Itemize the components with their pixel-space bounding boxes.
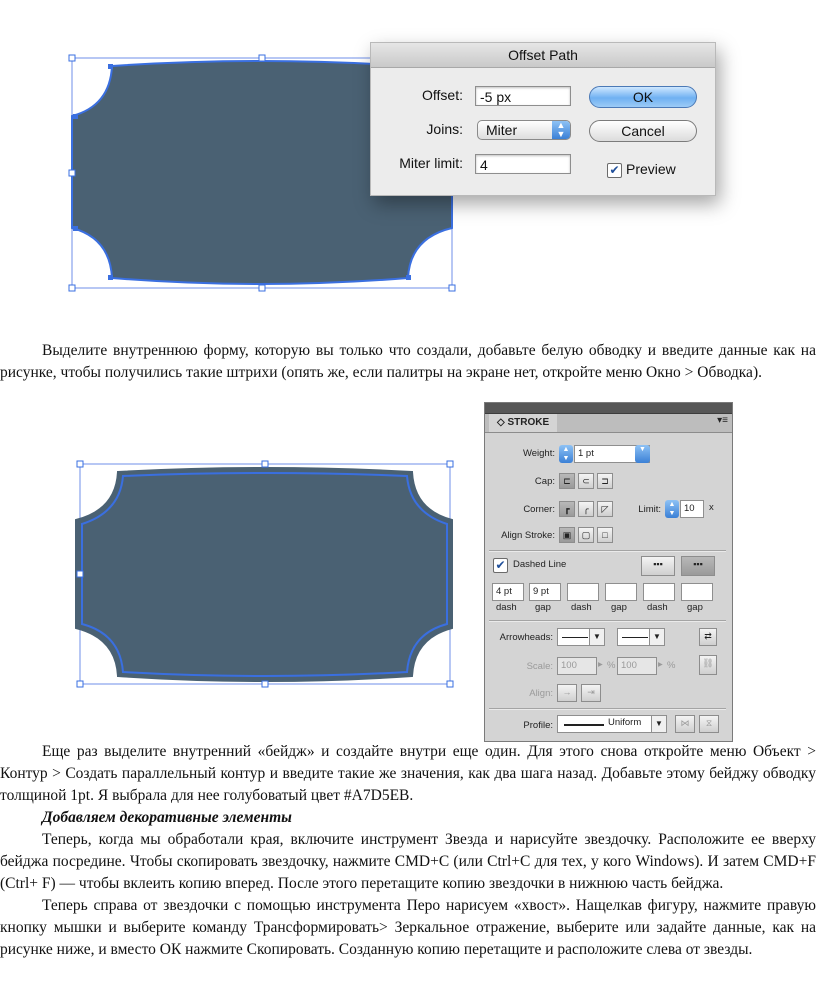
weight-value: 1 pt bbox=[578, 448, 594, 459]
paragraph-4: Теперь справа от звездочки с помощью инструмента Перо нарисуем «хвост». Нащелкав фигуру, нажмите правую кнопку мышки и выберите команду Трансформировать> Зеркальное отражение, выберите или задайте данные, как на рисунке ниже, и вместо ОК нажмите Скопировать. Созданную копию перетащите и расположите слева от звезды. bbox=[0, 897, 816, 958]
scale-start-value: 100 bbox=[561, 660, 577, 671]
badge-figure-2 bbox=[66, 452, 466, 696]
weight-label: Weight: bbox=[522, 448, 555, 459]
line-preview bbox=[622, 637, 648, 638]
updown-arrow-icon: ▲ ▼ bbox=[552, 121, 570, 139]
scale-start-arrow-icon: ▸ bbox=[598, 659, 603, 670]
offset-path-dialog bbox=[370, 42, 716, 196]
gap-2-input[interactable] bbox=[605, 583, 637, 601]
dropdown-arrow-icon: ▼ bbox=[651, 716, 666, 732]
stroke-panel bbox=[484, 402, 733, 742]
dash-2-label: dash bbox=[571, 602, 592, 613]
ok-button[interactable]: OK bbox=[589, 86, 697, 108]
gap-3-input[interactable] bbox=[681, 583, 713, 601]
badge-shape-2 bbox=[76, 468, 452, 681]
limit-unit: x bbox=[709, 502, 714, 513]
align-dash-button[interactable]: ▪▪▪ bbox=[681, 556, 715, 576]
arrow-tip-beyond-icon[interactable]: → bbox=[557, 684, 577, 702]
limit-label: Limit: bbox=[638, 504, 661, 515]
joins-select[interactable] bbox=[477, 120, 571, 140]
end-arrowhead-select[interactable] bbox=[617, 628, 665, 646]
miter-join-button[interactable]: ┏ bbox=[559, 501, 575, 517]
flip-horizontal-icon[interactable]: ⋈ bbox=[675, 715, 695, 733]
limit-value: 10 bbox=[684, 503, 695, 514]
divider bbox=[489, 550, 726, 552]
profile-select[interactable] bbox=[557, 715, 667, 733]
gap-1-input[interactable] bbox=[529, 583, 561, 601]
joins-label: Joins: bbox=[426, 121, 463, 137]
divider bbox=[489, 620, 726, 622]
gap-3-label: gap bbox=[687, 602, 703, 613]
dialog-title: Offset Path bbox=[371, 43, 715, 68]
swap-arrowheads-icon[interactable]: ⇄ bbox=[699, 628, 717, 646]
align-arrow-label: Align: bbox=[529, 688, 553, 699]
dropdown-arrow-icon: ▼ bbox=[649, 629, 664, 645]
dash-3-input[interactable] bbox=[643, 583, 675, 601]
butt-cap-button[interactable]: ⊏ bbox=[559, 473, 575, 489]
profile-label: Profile: bbox=[523, 720, 553, 731]
line-preview bbox=[562, 637, 588, 638]
weight-dropdown[interactable]: ▼ bbox=[635, 445, 650, 463]
percent-1: % bbox=[607, 660, 616, 671]
tab-stroke-label: STROKE bbox=[507, 417, 550, 428]
dash-1-input[interactable] bbox=[492, 583, 524, 601]
dashed-line-label: Dashed Line bbox=[513, 559, 567, 570]
paragraph-3: Теперь, когда мы обработали края, включите инструмент Звезда и нарисуйте звездочку. Расположите ее вверху бейджа посредине. Чтобы скопировать звездочку, нажмите CMD+C (или Ctrl+C для тех, у кого Windows). И затем CMD+F (Ctrl+ F) — чтобы вклеить копию вперед. После этого перетащите копию звездочки в нижнюю часть бейджа. bbox=[0, 831, 816, 892]
paragraph-1-block bbox=[0, 340, 816, 384]
scale-end-value: 100 bbox=[621, 660, 637, 671]
paragraph-2-block bbox=[0, 741, 816, 961]
offset-input[interactable]: -5 px bbox=[475, 86, 571, 106]
dropdown-arrow-icon: ▼ bbox=[589, 629, 604, 645]
cap-label: Cap: bbox=[534, 476, 555, 487]
round-join-button[interactable]: ╭ bbox=[578, 501, 594, 517]
checkmark-icon: ✔ bbox=[495, 558, 506, 572]
dash-3-label: dash bbox=[647, 602, 668, 613]
checkmark-icon: ✔ bbox=[609, 163, 620, 177]
cancel-button[interactable]: Cancel bbox=[589, 120, 697, 142]
scale-label: Scale: bbox=[526, 661, 553, 672]
preview-checkbox[interactable] bbox=[607, 163, 622, 178]
tab-stroke[interactable]: ◇ STROKE bbox=[489, 414, 557, 432]
dash-1-label: dash bbox=[496, 602, 517, 613]
corner-label: Corner: bbox=[523, 504, 555, 515]
scale-end-arrow-icon: ▸ bbox=[658, 659, 663, 670]
offset-label: Offset: bbox=[422, 87, 463, 103]
flip-vertical-icon[interactable]: ⧖ bbox=[699, 715, 719, 733]
percent-2: % bbox=[667, 660, 676, 671]
weight-spinner[interactable]: ▲ ▼ bbox=[559, 445, 573, 463]
arrow-tip-at-end-icon[interactable]: ⇥ bbox=[581, 684, 601, 702]
profile-value: Uniform bbox=[608, 717, 642, 728]
panel-topbar[interactable] bbox=[485, 403, 732, 414]
gap-1-label: gap bbox=[535, 602, 551, 613]
dashed-line-checkbox[interactable] bbox=[493, 558, 508, 573]
gap-1-value: 9 pt bbox=[533, 586, 549, 597]
limit-spinner[interactable]: ▲ ▼ bbox=[665, 500, 679, 518]
preview-label: Preview bbox=[626, 161, 676, 177]
miter-limit-input[interactable]: 4 bbox=[475, 154, 571, 174]
preserve-dash-button[interactable]: ▪▪▪ bbox=[641, 556, 675, 576]
arrowheads-label: Arrowheads: bbox=[499, 632, 553, 643]
dash-2-input[interactable] bbox=[567, 583, 599, 601]
panel-menu-icon[interactable]: ▾≡ bbox=[717, 415, 728, 426]
link-scale-icon[interactable]: ⛓ bbox=[699, 655, 717, 675]
scale-start-input[interactable] bbox=[557, 657, 597, 675]
miter-limit-label: Miter limit: bbox=[399, 155, 463, 171]
projecting-cap-button[interactable]: ⊐ bbox=[597, 473, 613, 489]
paragraph-1: Выделите внутреннюю форму, которую вы только что создали, добавьте белую обводку и введите данные как на рисунке, чтобы получились такие штрихи (опять же, если палитры на экране нет, откройте меню Окно > Обводка). bbox=[0, 342, 816, 381]
align-center-button[interactable]: ▣ bbox=[559, 527, 575, 543]
section-heading: Добавляем декоративные элементы bbox=[42, 809, 292, 826]
bevel-join-button[interactable]: ◸ bbox=[597, 501, 613, 517]
paragraph-2: Еще раз выделите внутренний «бейдж» и создайте внутри еще один. Для этого снова откройте меню Объект > Контур > Создать параллельный контур и введите такие же значения, как два шага назад. Добавьте этому бейджу обводку толщиной 1pt. Я выбрала для нее голубоватый цвет #A7D5EB. bbox=[0, 743, 816, 804]
limit-input[interactable] bbox=[680, 500, 704, 518]
joins-value: Miter bbox=[486, 122, 518, 138]
align-inside-button[interactable]: ▢ bbox=[578, 527, 594, 543]
align-outside-button[interactable]: □ bbox=[597, 527, 613, 543]
round-cap-button[interactable]: ⊂ bbox=[578, 473, 594, 489]
dash-1-value: 4 pt bbox=[496, 586, 512, 597]
align-stroke-label: Align Stroke: bbox=[501, 530, 555, 541]
gap-2-label: gap bbox=[611, 602, 627, 613]
start-arrowhead-select[interactable] bbox=[557, 628, 605, 646]
profile-line-preview bbox=[564, 724, 604, 726]
scale-end-input[interactable] bbox=[617, 657, 657, 675]
divider bbox=[489, 708, 726, 710]
